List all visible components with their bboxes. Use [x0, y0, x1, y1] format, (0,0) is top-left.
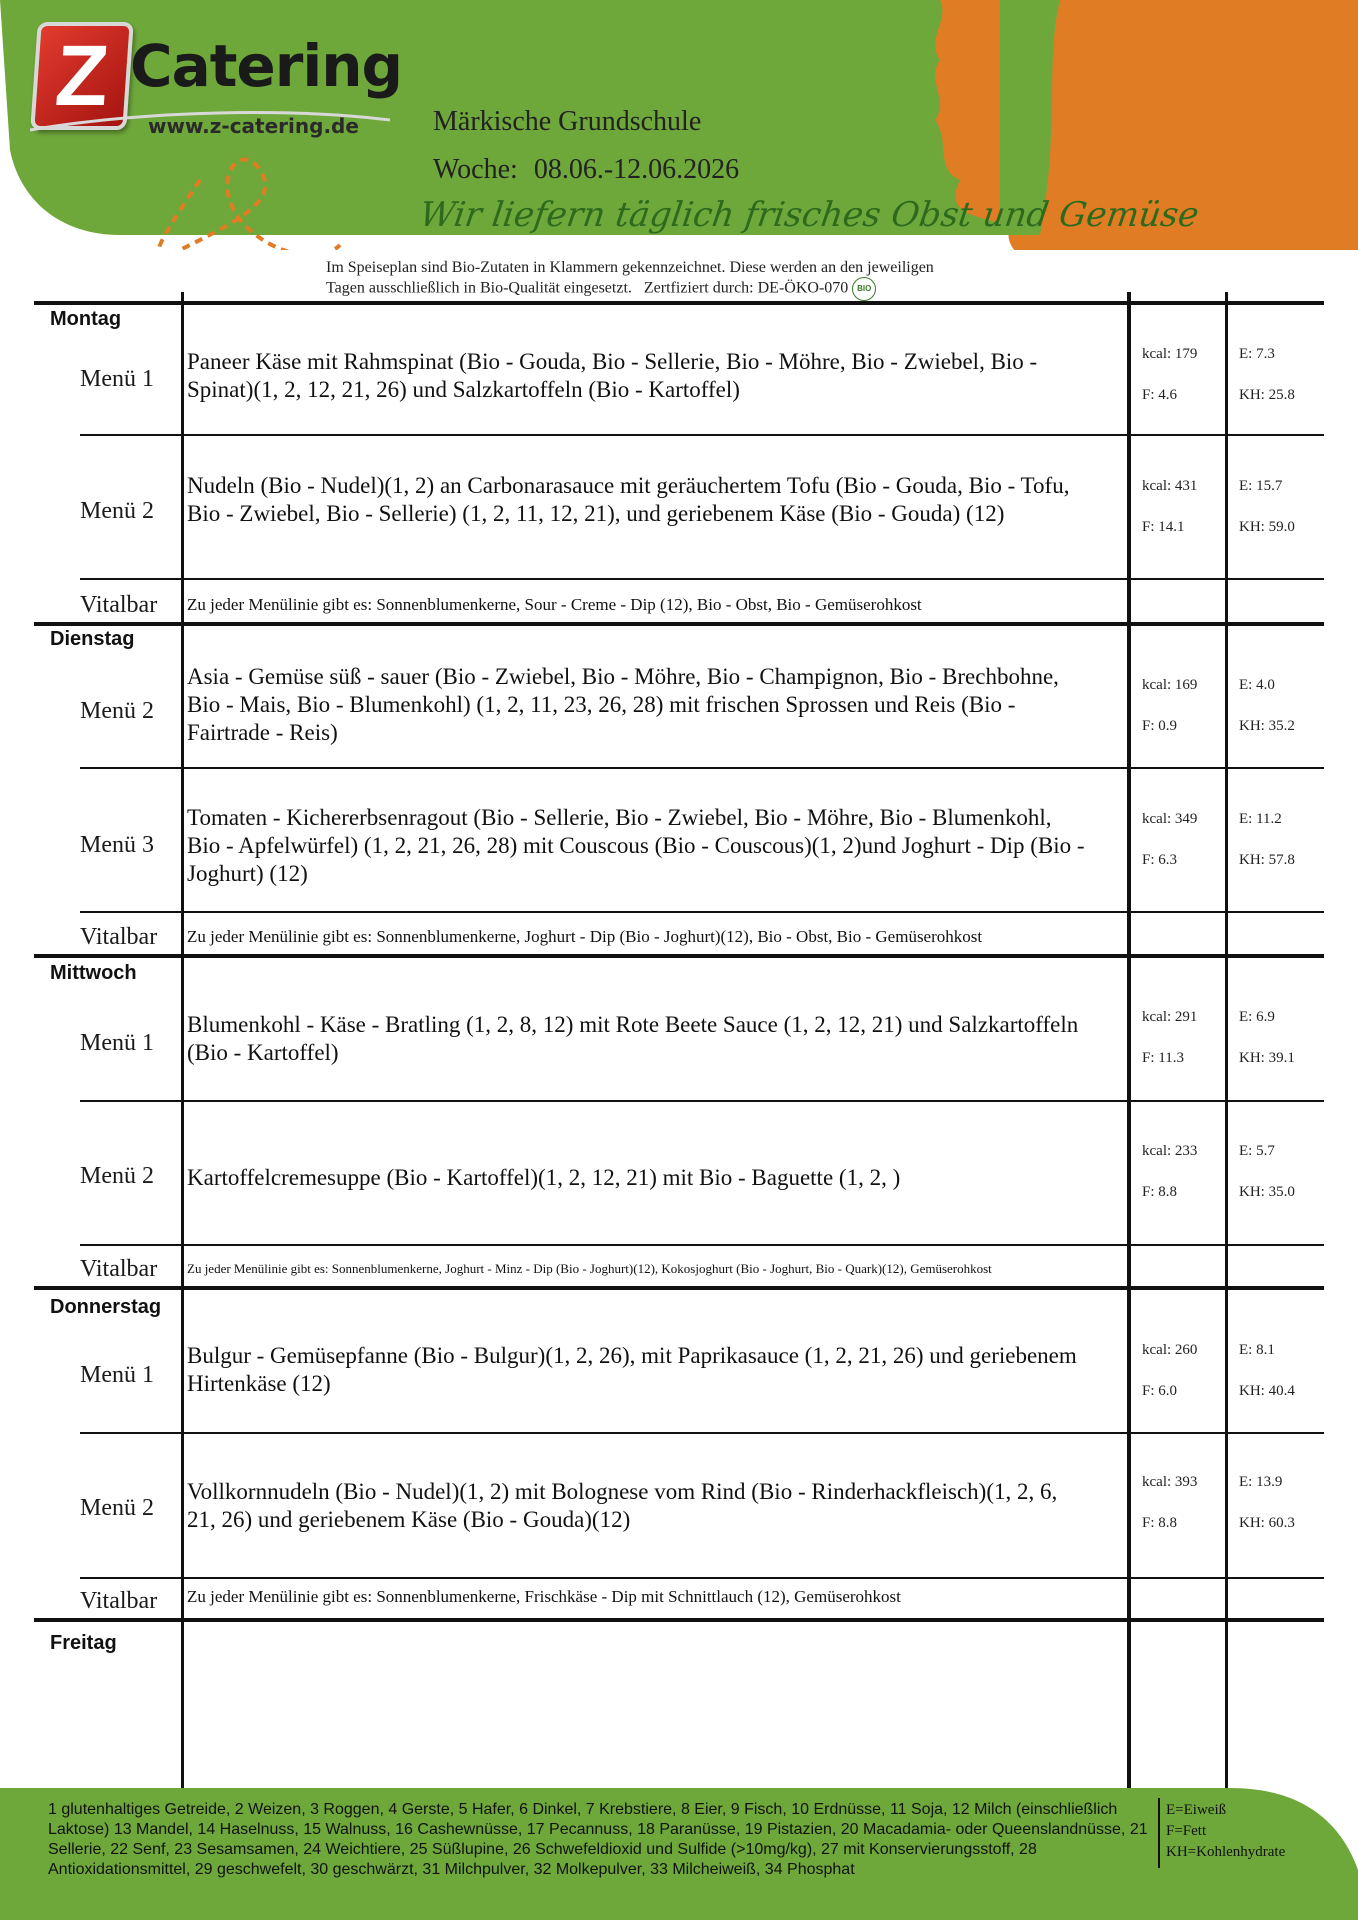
school-name: Märkische Grundschule [433, 106, 702, 137]
day-heading: Montag [50, 308, 122, 330]
carbs-value: KH: 39.1 [1239, 1050, 1295, 1066]
tagline: Wir liefern täglich frisches Obst und Gemüse [417, 195, 1202, 235]
vitalbar-label: Vitalbar [80, 1588, 158, 1614]
logo [30, 18, 403, 148]
menu-label: Menü 2 [80, 1163, 154, 1189]
bio-note-text: Tagen ausschließlich in Bio-Qualität eingesetzt. [326, 279, 632, 297]
vitalbar-label: Vitalbar [80, 1256, 158, 1282]
week-range [433, 154, 739, 186]
menu-dish: Kartoffelcremesuppe (Bio - Kartoffel)(1, 2, 12, 21) mit Bio - Baguette (1, 2, ) [187, 1165, 901, 1190]
bio-note-line1: Im Speiseplan sind Bio-Zutaten in Klammern gekennzeichnet. Diese werden an den jeweiligen [326, 259, 934, 276]
day-separator [34, 301, 1324, 305]
legend-protein: E=Eiweiß [1166, 1802, 1227, 1818]
menu-label: Menü 3 [80, 832, 154, 858]
nutrition-mid-divider [1225, 292, 1228, 1788]
bio-note-line2 [326, 277, 1026, 301]
row-separator [80, 434, 1324, 436]
legend-fat: F=Fett [1166, 1823, 1207, 1839]
protein-value: E: 13.9 [1239, 1474, 1283, 1490]
carbs-value: KH: 35.2 [1239, 718, 1295, 734]
row-separator [80, 911, 1324, 913]
logo-wordmark: Catering [130, 32, 403, 100]
menu-label: Menü 1 [80, 366, 154, 392]
vitalbar-text: Zu jeder Menülinie gibt es: Sonnenblumenkerne, Joghurt - Minz - Dip (Bio - Joghurt)(12), Kokosjoghurt (Bio - Joghurt, Bio - Quark)(12), Gemüserohkost [187, 1261, 992, 1276]
day-separator [34, 622, 1324, 626]
vitalbar-text: Zu jeder Menülinie gibt es: Sonnenblumenkerne, Frischkäse - Dip mit Schnittlauch (12), Gemüserohkost [187, 1587, 901, 1606]
kcal-value: kcal: 179 [1142, 346, 1198, 362]
fat-value: F: 8.8 [1142, 1515, 1178, 1531]
fat-value: F: 0.9 [1142, 718, 1178, 734]
fat-value: F: 8.8 [1142, 1184, 1178, 1200]
day-heading: Freitag [50, 1632, 117, 1654]
vitalbar-text: Zu jeder Menülinie gibt es: Sonnenblumenkerne, Sour - Creme - Dip (12), Bio - Obst, Bio - Gemüserohkost [187, 595, 922, 614]
carbs-value: KH: 25.8 [1239, 387, 1295, 403]
kcal-value: kcal: 431 [1142, 478, 1198, 494]
legend-divider [1158, 1798, 1160, 1868]
fat-value: F: 6.0 [1142, 1383, 1178, 1399]
protein-value: E: 6.9 [1239, 1009, 1275, 1025]
fat-value: F: 4.6 [1142, 387, 1178, 403]
vitalbar-label: Vitalbar [80, 592, 158, 618]
label-column-divider [181, 292, 184, 1788]
menu-dish: Tomaten - Kichererbsenragout (Bio - Sellerie, Bio - Zwiebel, Bio - Möhre, Bio - Blumenkohl, Bio - Apfelwürfel) (1, 2, 21, 26, 28) mit Couscous (Bio - Couscous)(1, 2)und Joghurt - Dip (Bio - Joghurt) (12) [187, 805, 1085, 886]
row-separator [80, 578, 1324, 580]
protein-value: E: 11.2 [1239, 811, 1282, 827]
row-separator [80, 1100, 1324, 1102]
fat-value: F: 14.1 [1142, 519, 1185, 535]
menu-dish: Asia - Gemüse süß - sauer (Bio - Zwiebel, Bio - Möhre, Bio - Champignon, Bio - Brechbohne, Bio - Mais, Bio - Blumenkohl) (1, 2, 11, 23, 26, 28) mit frischen Sprossen und Reis (Bio - Fairtrade - Reis) [187, 664, 1059, 745]
protein-value: E: 15.7 [1239, 478, 1283, 494]
day-separator [34, 1286, 1324, 1290]
kcal-value: kcal: 291 [1142, 1009, 1198, 1025]
menu-dish: Bulgur - Gemüsepfanne (Bio - Bulgur)(1, 2, 26), mit Paprikasauce (1, 2, 21, 26) und geriebenem Hirtenkäse (12) [187, 1343, 1077, 1396]
menu-dish: Vollkornnudeln (Bio - Nudel)(1, 2) mit Bolognese vom Rind (Bio - Rinderhackfleisch)(1, 2, 6, 21, 26) und geriebenem Käse (Bio - Gouda)(12) [187, 1479, 1058, 1532]
day-heading: Mittwoch [50, 962, 137, 984]
menu-dish: Paneer Käse mit Rahmspinat (Bio - Gouda, Bio - Sellerie, Bio - Möhre, Bio - Zwiebel, Bio - Spinat)(1, 2, 12, 21, 26) und Salzkartoffeln (Bio - Kartoffel) [187, 349, 1038, 402]
certification: Zertfiziert durch: DE-ÖKO-070 [643, 279, 849, 297]
kcal-value: kcal: 349 [1142, 811, 1198, 827]
carbs-value: KH: 40.4 [1239, 1383, 1295, 1399]
legend-carbs: KH=Kohlenhydrate [1166, 1844, 1286, 1860]
protein-value: E: 8.1 [1239, 1342, 1275, 1358]
protein-value: E: 4.0 [1239, 677, 1275, 693]
menu-label: Menü 2 [80, 1495, 154, 1521]
menu-label: Menü 1 [80, 1362, 154, 1388]
row-separator [80, 1577, 1324, 1579]
menu-label: Menü 1 [80, 1030, 154, 1056]
protein-value: E: 7.3 [1239, 346, 1275, 362]
fat-value: F: 11.3 [1142, 1050, 1184, 1066]
vitalbar-text: Zu jeder Menülinie gibt es: Sonnenblumenkerne, Joghurt - Dip (Bio - Joghurt)(12), Bio - Obst, Bio - Gemüserohkost [187, 927, 983, 946]
day-heading: Dienstag [50, 628, 135, 650]
vitalbar-label: Vitalbar [80, 924, 158, 950]
nutrition-column-divider [1127, 292, 1131, 1788]
row-separator [80, 767, 1324, 769]
allergen-list: 1 glutenhaltiges Getreide, 2 Weizen, 3 Roggen, 4 Gerste, 5 Hafer, 6 Dinkel, 7 Krebstiere, 8 Eier, 9 Fisch, 10 Erdnüsse, 11 Soja, 12 Milch (einschließlich Laktose) 13 Mandel, 14 Haselnuss, 15 Walnuss, 16 Cashewnüsse, 17 Pecannuss, 18 Paranüsse, 19 Pistazien, 20 Macadamia- oder Queenslandnüsse, 21 Sellerie, 22 Senf, 23 Sesamsamen, 24 Weichtiere, 25 Süßlupine, 26 Schwefeldioxid und Sulfide (>10mg/kg), 27 mit Konservierungsstoff, 28 Antioxidationsmittel, 29 geschwefelt, 30 geschwärzt, 31 Milchpulver, 32 Molkepulver, 33 Milcheiweiß, 34 Phosphat [48, 1801, 1148, 1878]
menu-label: Menü 2 [80, 698, 154, 724]
bio-seal-icon: BIO [852, 277, 876, 301]
menu-label: Menü 2 [80, 498, 154, 524]
menu-dish: Nudeln (Bio - Nudel)(1, 2) an Carbonarasauce mit geräuchertem Tofu (Bio - Gouda, Bio - Tofu, Bio - Zwiebel, Bio - Sellerie) (1, 2, 11, 12, 21), und geriebenem Käse (Bio - Gouda) (12) [187, 473, 1070, 526]
day-heading: Donnerstag [50, 1296, 162, 1318]
kcal-value: kcal: 169 [1142, 677, 1198, 693]
row-separator [80, 1432, 1324, 1434]
nutrition-legend [1166, 1800, 1285, 1863]
kcal-value: kcal: 393 [1142, 1474, 1198, 1490]
carbs-value: KH: 60.3 [1239, 1515, 1295, 1531]
website-link[interactable]: www.z-catering.de [148, 114, 359, 138]
bio-note [326, 258, 1026, 301]
carbs-value: KH: 35.0 [1239, 1184, 1295, 1200]
kcal-value: kcal: 260 [1142, 1342, 1198, 1358]
protein-value: E: 5.7 [1239, 1143, 1275, 1159]
day-separator [34, 1618, 1324, 1622]
carbs-value: KH: 57.8 [1239, 852, 1295, 868]
logo-letter: Z [52, 28, 112, 124]
kcal-value: kcal: 233 [1142, 1143, 1198, 1159]
carbs-value: KH: 59.0 [1239, 519, 1295, 535]
week-dates: 08.06.-12.06.2026 [533, 154, 740, 185]
row-separator [80, 1244, 1324, 1246]
fat-value: F: 6.3 [1142, 852, 1178, 868]
week-label: Woche: [433, 154, 518, 185]
day-separator [34, 954, 1324, 958]
menu-dish: Blumenkohl - Käse - Bratling (1, 2, 8, 12) mit Rote Beete Sauce (1, 2, 12, 21) und Salzkartoffeln (Bio - Kartoffel) [187, 1012, 1079, 1065]
